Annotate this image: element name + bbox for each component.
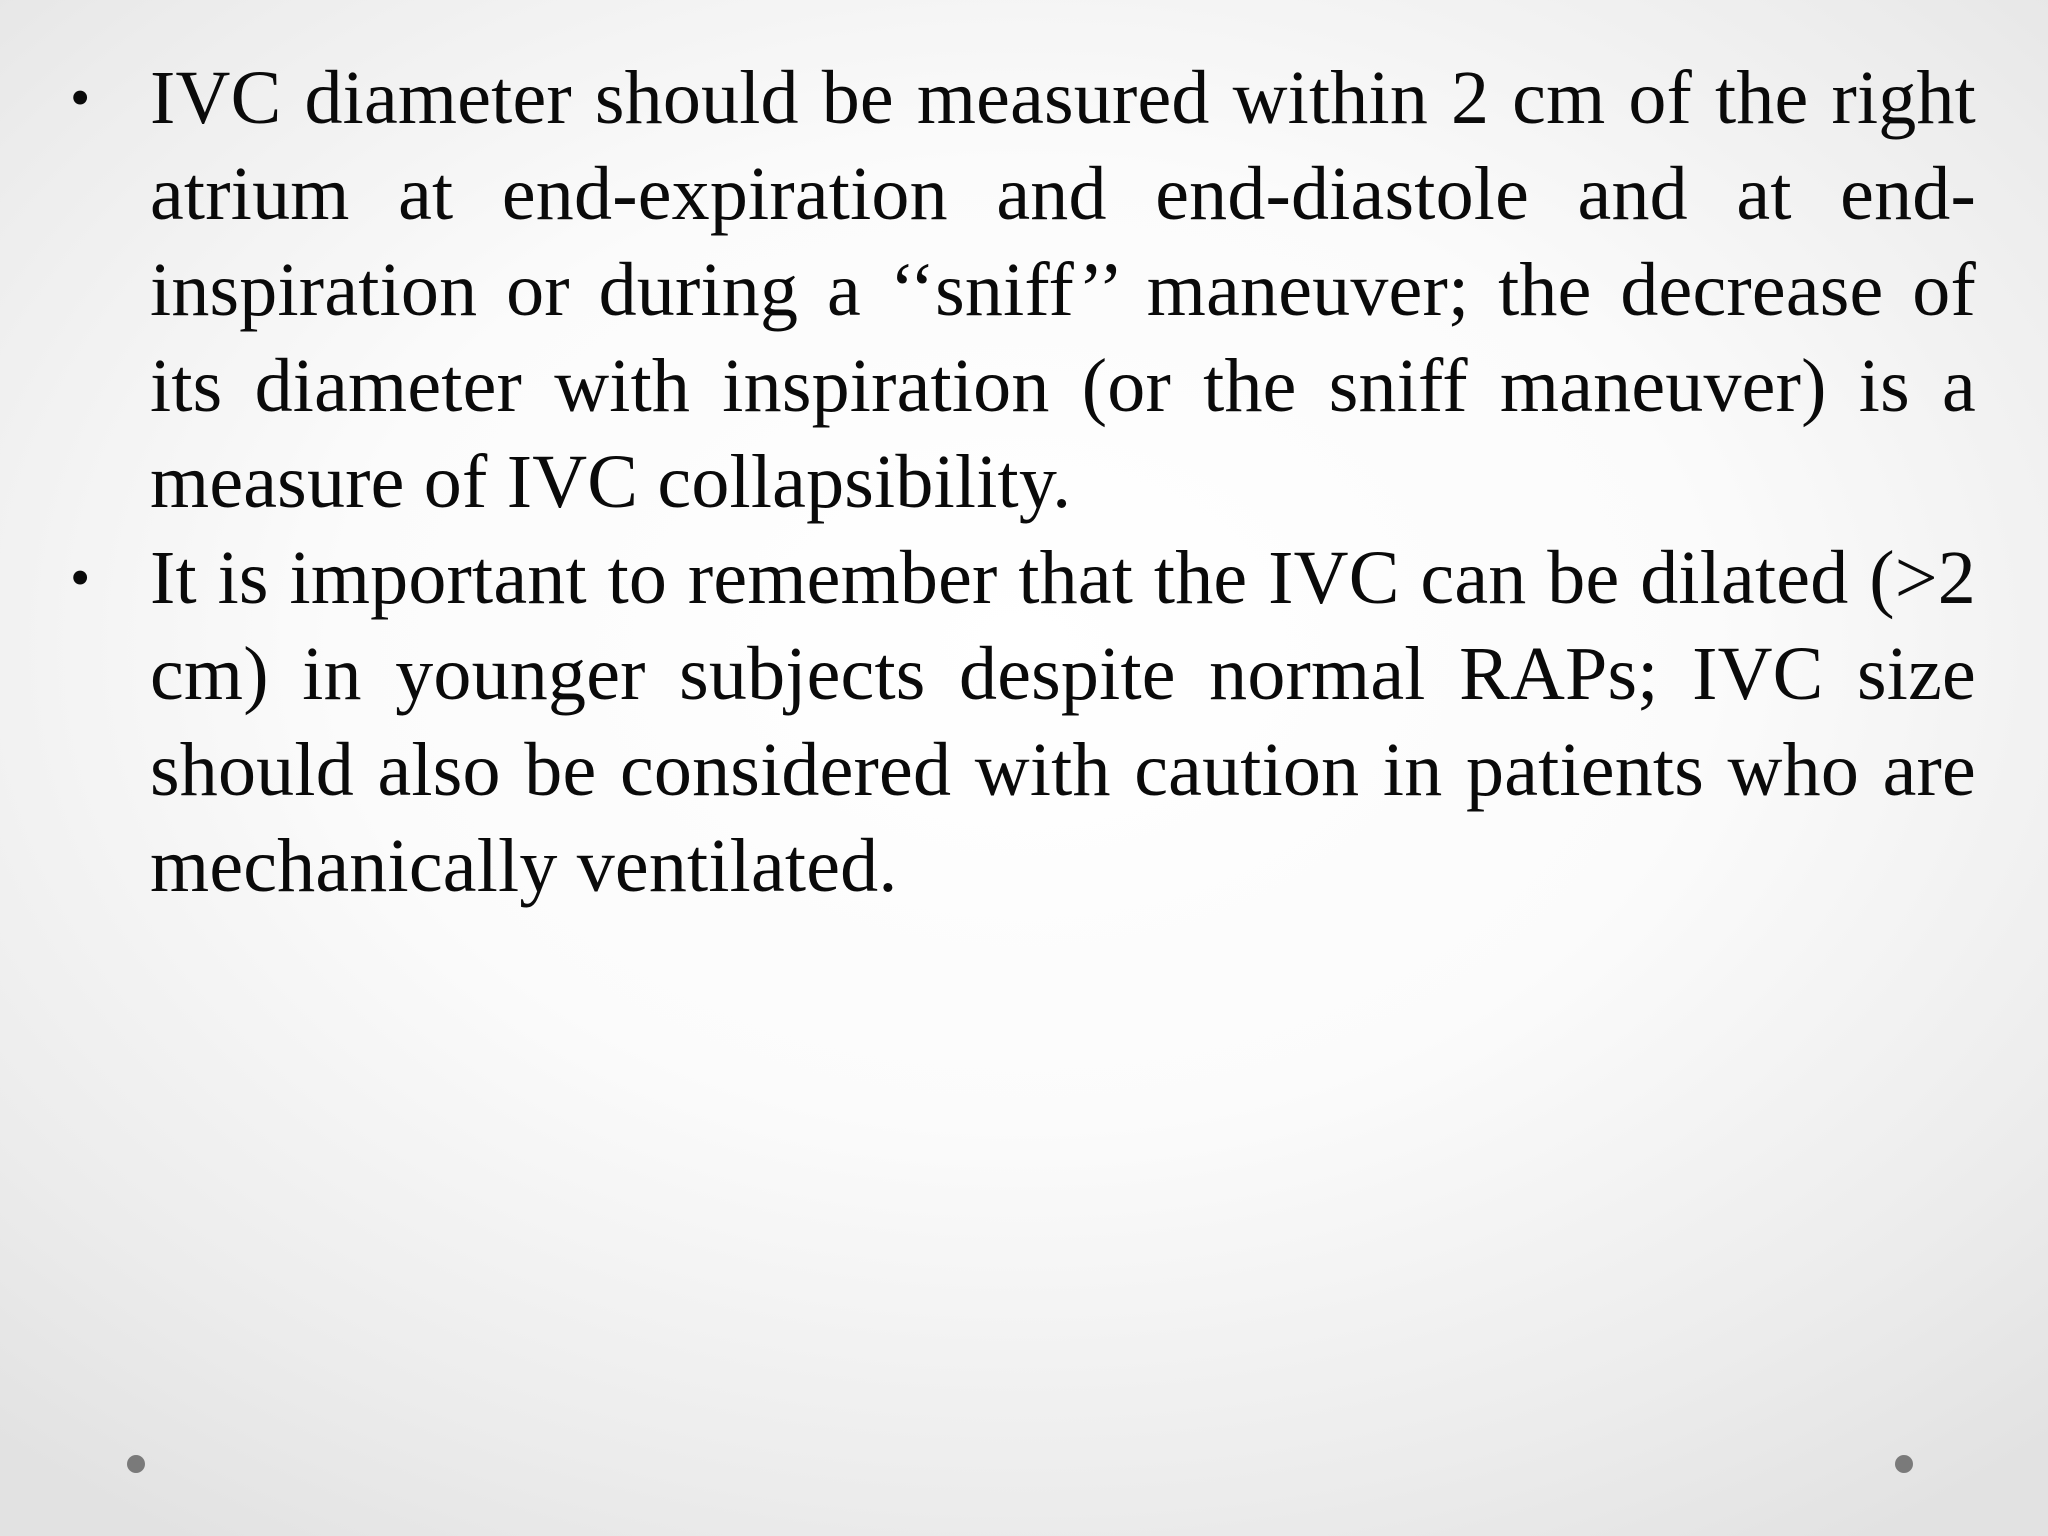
slide-body [70, 50, 1976, 914]
bullet-item-ivc-measurement [70, 50, 1976, 530]
bullet-text: IVC diameter should be measured within 2 cm of the right atrium at end-expiration and end-diastole and at end-inspiration or during a ‘‘sniff’’ maneuver; the decrease of its diameter with inspiration (or the sniff maneuver) is a measure of IVC collapsibility. [150, 56, 1976, 524]
bullet-dot-icon: • [70, 545, 91, 610]
bullet-dot-icon: • [70, 65, 91, 130]
bullet-text: It is important to remember that the IVC can be dilated (>2 cm) in younger subjects despite normal RAPs; IVC size should also be considered with caution in patients who are mechanically ventilated. [150, 536, 1976, 908]
corner-dot-icon [1895, 1455, 1913, 1473]
corner-dot-icon [127, 1455, 145, 1473]
bullet-item-ivc-dilation [70, 530, 1976, 914]
